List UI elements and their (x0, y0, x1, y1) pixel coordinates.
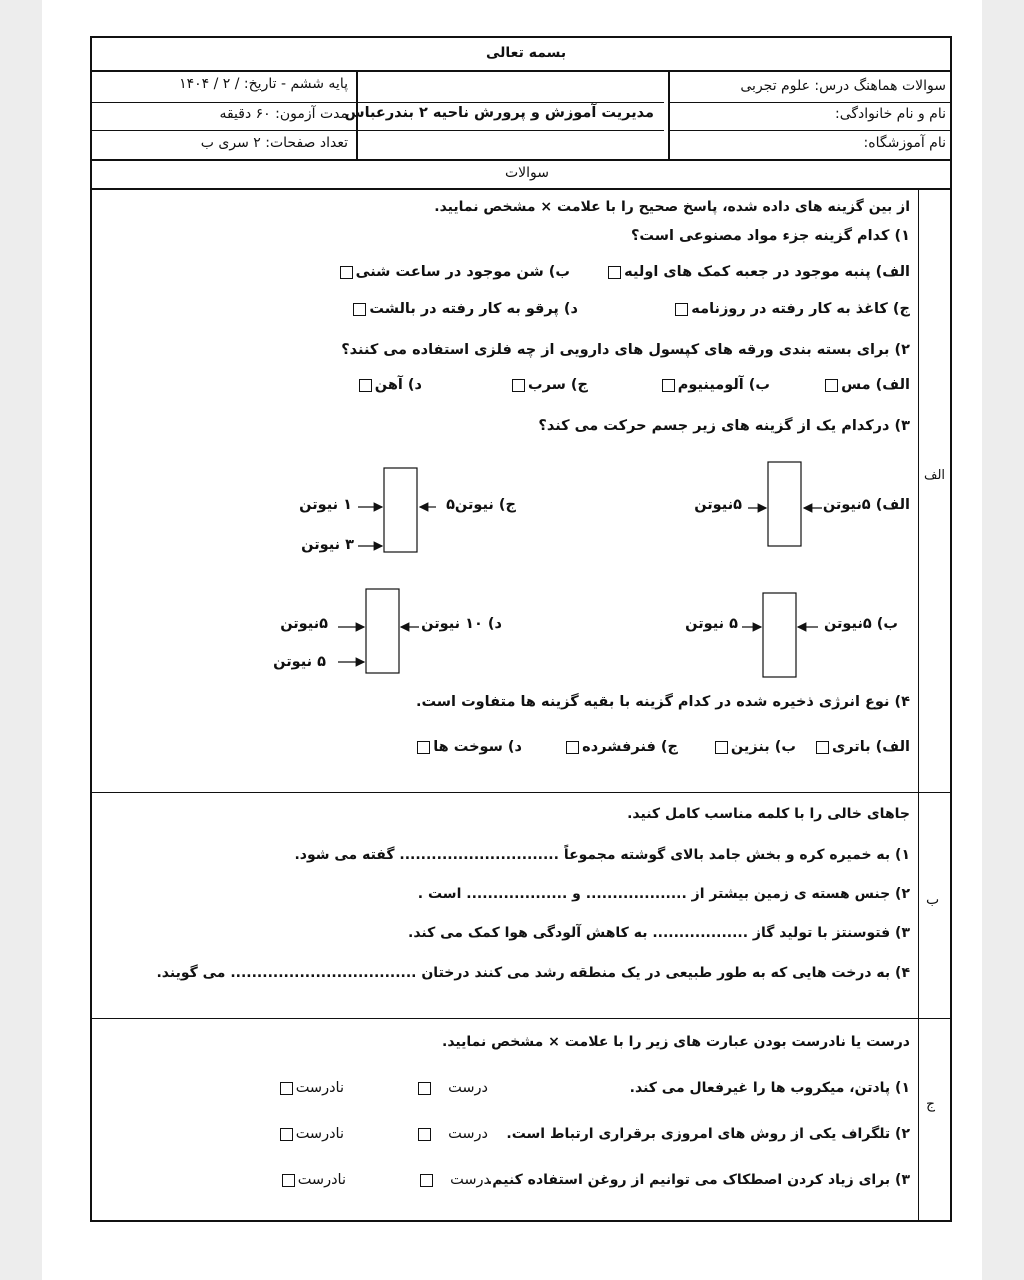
checkbox[interactable] (280, 1082, 293, 1095)
option-label: الف) مس (841, 377, 910, 393)
option-label: الف) باتری (831, 739, 910, 755)
option-label: د) آهن (374, 377, 422, 393)
section-c-instruction: درست یا نادرست بودن عبارت های زیر را با علامت × مشخص نمایید. (442, 1034, 910, 1050)
option-label: ب) آلومینیوم (677, 377, 770, 393)
true-label: درست (450, 1172, 490, 1188)
tf2-true[interactable] (415, 1126, 488, 1142)
tf3-false[interactable] (279, 1172, 346, 1188)
q3-option-a-left-force: ۵نیوتن (694, 497, 742, 513)
true-false-2: ۲) تلگراف یکی از روش های امروزی برقراری ارتباط است. (506, 1126, 910, 1142)
q3-option-b-label[interactable]: ب) ۵نیوتن (823, 616, 898, 632)
school-name-label: نام آموزشگاه: (863, 135, 946, 151)
checkbox[interactable] (418, 1082, 431, 1095)
checkbox[interactable] (816, 741, 829, 754)
checkbox[interactable] (282, 1174, 295, 1187)
checkbox[interactable] (420, 1174, 433, 1187)
question-3: ۳) درکدام یک از گزینه های زیر جسم حرکت می کند؟ (538, 418, 910, 434)
checkbox[interactable] (418, 1128, 431, 1141)
false-label: نادرست (295, 1126, 344, 1142)
object-box (366, 589, 399, 673)
fill-blank-4[interactable]: ۴) به درخت هایی که به طور طبیعی در یک منطقه رشد می کنند درختان ................................... می گویند. (156, 965, 910, 981)
true-false-1: ۱) پادتن، میکروب ها را غیرفعال می کند. (629, 1080, 910, 1096)
tf1-true[interactable] (415, 1080, 488, 1096)
q3-option-d-left-force-2: ۵ نیوتن (273, 654, 326, 670)
question-1: ۱) کدام گزینه جزء مواد مصنوعی است؟ (631, 228, 910, 244)
q4-option-c[interactable] (563, 739, 678, 755)
grade-date: پایه ششم - تاریخ: / ۲ / ۱۴۰۴ (179, 76, 348, 92)
section-a-label: الف (924, 468, 946, 483)
object-box (384, 468, 417, 552)
fill-blank-3[interactable]: ۳) فتوسنتز با تولید گاز .................. به کاهش آلودگی هوا کمک می کند. (408, 925, 910, 941)
true-label: درست (448, 1080, 488, 1096)
q4-option-d[interactable] (414, 739, 522, 755)
checkbox[interactable] (566, 741, 579, 754)
option-label: ب) بنزین (730, 739, 796, 755)
section-b-instruction: جاهای خالی را با کلمه مناسب کامل کنید. (627, 806, 910, 822)
object-box (768, 462, 801, 546)
q3-option-c-label[interactable]: ج) نیوتن۵ (446, 497, 516, 513)
option-label: ج) کاغذ به کار رفته در روزنامه (691, 301, 910, 317)
option-label: ب) شن موجود در ساعت شنی (355, 264, 570, 280)
q3-option-b-left-force: ۵ نیوتن (685, 616, 738, 632)
checkbox[interactable] (715, 741, 728, 754)
true-false-3: ۳) برای زیاد کردن اصطکاک می توانیم از روغن استفاده کنیم. (486, 1172, 910, 1188)
option-label: ج) فنرفشرده (582, 739, 678, 755)
true-label: درست (448, 1126, 488, 1142)
q3-option-c-left-force-1: ۱ نیوتن (299, 497, 352, 513)
false-label: نادرست (295, 1080, 344, 1096)
section-b-label: ب (926, 892, 940, 908)
option-label: الف) پنبه موجود در جعبه کمک های اولیه (624, 264, 910, 280)
false-label: نادرست (297, 1172, 346, 1188)
tf1-false[interactable] (277, 1080, 344, 1096)
q3-option-c-left-force-2: ۳ نیوتن (301, 537, 354, 553)
page-count: تعداد صفحات: ۲ سری ب (200, 135, 348, 151)
question-2: ۲) برای بسته بندی ورقه های کپسول های دارویی از چه فلزی استفاده می کنند؟ (341, 342, 910, 358)
questions-title: سوالات (505, 165, 550, 181)
option-label: د) سوخت ها (433, 739, 522, 755)
tf2-false[interactable] (277, 1126, 344, 1142)
department-title: مدیریت آموزش و پرورش ناحیه ۲ بندرعباس (344, 105, 654, 121)
basmala: بسمه تعالی (486, 45, 567, 61)
option-label: ج) سرب (528, 377, 588, 393)
option-label: د) پرقو به کار رفته در بالشت (369, 301, 578, 317)
q3-option-d-left-force-1: ۵نیوتن (280, 616, 328, 632)
fill-blank-2[interactable]: ۲) جنس هسته ی زمین بیشتر از ................... و ................... است . (417, 886, 910, 902)
q3-option-a-label[interactable]: الف) ۵نیوتن (822, 497, 910, 513)
tf3-true[interactable] (417, 1172, 490, 1188)
student-name-label: نام و نام خانوادگی: (835, 106, 946, 122)
checkbox[interactable] (280, 1128, 293, 1141)
section-a-instruction: از بین گزینه های داده شده، پاسخ صحیح را با علامت × مشخص نمایید. (434, 199, 910, 215)
fill-blank-1[interactable]: ۱) به خمیره کره و بخش جامد بالای گوشته مجموعاً .............................. گفته می شود. (294, 847, 910, 863)
exam-duration: مدت آزمون: ۶۰ دقیقه (219, 106, 348, 122)
section-c-label: ج (926, 1096, 936, 1112)
q4-option-b[interactable] (712, 739, 796, 755)
q3-option-d-label[interactable]: د) ۱۰ نیوتن (421, 616, 502, 632)
q4-option-a[interactable] (813, 739, 910, 755)
checkbox[interactable] (417, 741, 430, 754)
question-4: ۴) نوع انرژی ذخیره شده در کدام گزینه با بقیه گزینه ها متفاوت است. (415, 694, 910, 710)
subject-label: سوالات هماهنگ درس: علوم تجربی (740, 78, 946, 94)
object-box (763, 593, 796, 677)
